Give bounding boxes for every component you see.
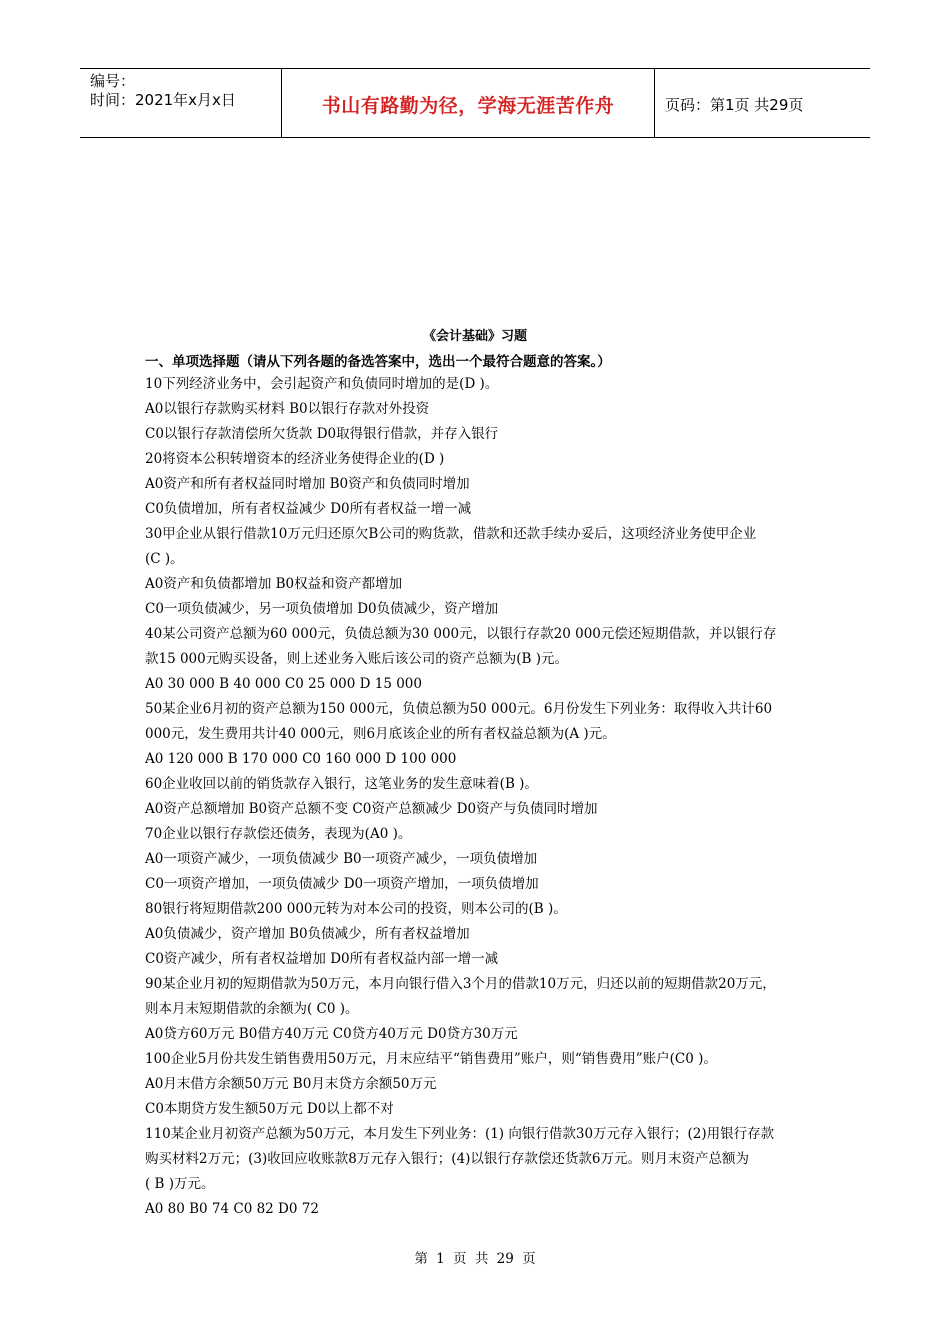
text-line: A0负债减少，资产增加 B0负债减少，所有者权益增加 [145,926,470,942]
text-line: A0资产总额增加 B0资产总额不变 C0资产总额减少 D0资产与负债同时增加 [145,801,598,817]
text-line: 90某企业月初的短期借款为50万元，本月向银行借入3个月的借款10万元，归还以前的短期借款20万元， [145,976,776,992]
text-line: A0月末借方余额50万元 B0月末贷方余额50万元 [145,1076,437,1092]
text-line: C0一项负债减少，另一项负债增加 D0负债减少，资产增加 [145,601,499,617]
text-line: C0一项资产增加，一项负债减少 D0一项资产增加，一项负债增加 [145,876,539,892]
text-line: A0 80 B0 74 C0 82 D0 72 [145,1201,319,1217]
page-code: 页码：第1页 共29页 [665,96,804,114]
text-line: A0 120 000 B 170 000 C0 160 000 D 100 000 [145,751,457,767]
text-line: A0 30 000 B 40 000 C0 25 000 D 15 000 [145,676,422,692]
time-label: 时间：2021年x月x日 [90,91,236,109]
text-line: 款15 000元购买设备，则上述业务入账后该公司的资产总额为(B )元。 [145,651,568,667]
page-footer: 第 1 页 共 29 页 [414,1251,536,1267]
text-line: A0资产和负债都增加 B0权益和资产都增加 [145,576,403,592]
text-line: C0以银行存款清偿所欠货款 D0取得银行借款，并存入银行 [145,426,499,442]
text-line: (C )。 [145,551,184,567]
text-line: A0资产和所有者权益同时增加 B0资产和负债同时增加 [145,476,470,492]
text-line: A0一项资产减少，一项负债减少 B0一项资产减少，一项负债增加 [145,851,538,867]
text-line: 60企业收回以前的销货款存入银行，这笔业务的发生意味着(B )。 [145,776,538,792]
header-page-cell [655,69,870,137]
text-line: 20将资本公积转增资本的经济业务使得企业的(D ) [145,451,445,467]
document-title: 《会计基础》习题 [422,329,527,344]
motto-text: 书山有路勤为径，学海无涯苦作舟 [321,95,615,117]
text-line: 购买材料2万元；(3)收回应收账款8万元存入银行；(4)以银行存款偿还货款6万元。则月末资产总额为 [145,1151,750,1167]
text-line: ( B )万元。 [145,1176,215,1192]
text-line: 10下列经济业务中，会引起资产和负债同时增加的是(D )。 [145,376,499,392]
text-line: 50某企业6月初的资产总额为150 000元，负债总额为50 000元。6月份发生下列业务：取得收入共计60 [145,701,773,717]
text-line: A0贷方60万元 B0借方40万元 C0贷方40万元 D0贷方30万元 [145,1026,518,1042]
header-meta-cell [80,69,280,137]
text-line: C0负债增加，所有者权益减少 D0所有者权益一增一减 [145,501,472,517]
text-line: 000元，发生费用共计40 000元，则6月底该企业的所有者权益总额为(A )元。 [145,726,616,742]
document-body [145,372,815,1222]
text-line: 110某企业月初资产总额为50万元，本月发生下列业务：(1) 向银行借款30万元存入银行；(2)用银行存款 [145,1126,775,1142]
text-line: 70企业以银行存款偿还债务，表现为(A0 )。 [145,826,412,842]
text-line: C0本期贷方发生额50万元 D0以上都不对 [145,1101,394,1117]
text-line: A0以银行存款购买材料 B0以银行存款对外投资 [145,401,430,417]
text-line: 30甲企业从银行借款10万元归还原欠B公司的购货款，借款和还款手续办妥后，这项经济业务使甲企业 [145,526,757,542]
text-line: 80银行将短期借款200 000元转为对本公司的投资，则本公司的(B )。 [145,901,567,917]
text-line: C0资产减少，所有者权益增加 D0所有者权益内部一增一减 [145,951,499,967]
text-line: 40某公司资产总额为60 000元，负债总额为30 000元，以银行存款20 000元偿还短期借款，并以银行存 [145,626,777,642]
document-header [80,68,870,138]
number-label: 编号： [90,72,136,90]
text-line: 则本月末短期借款的余额为( C0 )。 [145,1001,359,1017]
text-line: 100企业5月份共发生销售费用50万元，月末应结平“销售费用”账户，则“销售费用”账户(C0 )。 [145,1051,717,1067]
header-motto-cell [281,69,655,137]
section-heading: 一、单项选择题（请从下列各题的备选答案中，选出一个最符合题意的答案。） [145,354,611,370]
